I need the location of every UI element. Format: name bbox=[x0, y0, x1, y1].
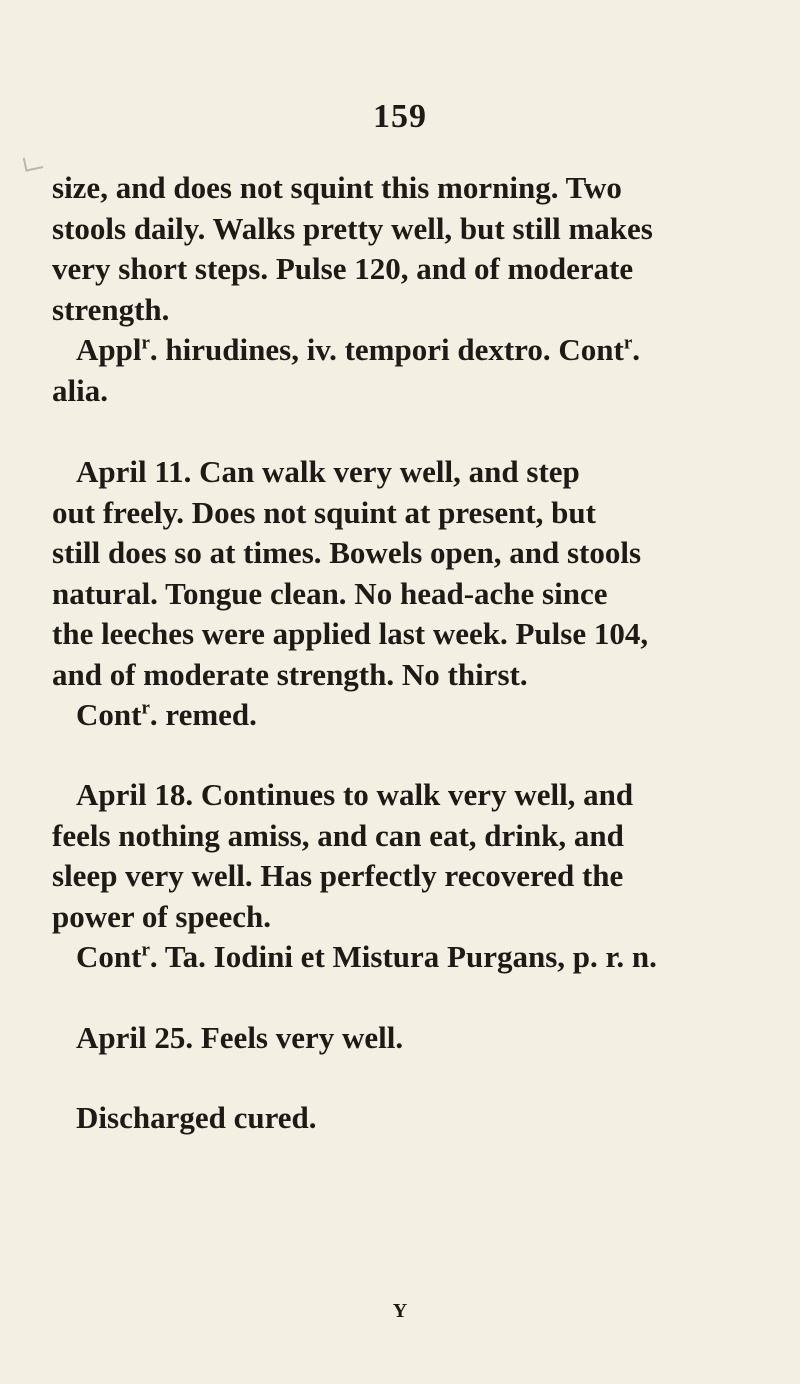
text-line: the leeches were applied last week. Pulse 104, bbox=[52, 616, 649, 651]
text-run: . remed. bbox=[149, 697, 257, 732]
page-corner-mark bbox=[23, 154, 44, 171]
signature-mark: Y bbox=[392, 1300, 408, 1322]
text-line: stools daily. Walks pretty well, but still makes bbox=[52, 210, 653, 246]
text-run: . bbox=[632, 332, 641, 367]
prescription-paragraph bbox=[52, 330, 782, 411]
text-line: and of moderate strength. No thirst. bbox=[52, 656, 528, 692]
text-run: . hirudines, iv. tempori dextro. Cont bbox=[149, 332, 624, 367]
text-line: out freely. Does not squint at present, but bbox=[52, 494, 596, 530]
text-line: power of speech. bbox=[52, 898, 271, 934]
text-line bbox=[52, 330, 782, 371]
prescription-line bbox=[52, 695, 782, 736]
superscript: r bbox=[141, 939, 150, 961]
text-line: very short steps. Pulse 120, and of moderate bbox=[52, 251, 634, 286]
text-line: natural. Tongue clean. No head-ache since bbox=[52, 575, 608, 611]
continuation-paragraph bbox=[52, 168, 782, 330]
text-run: Appl bbox=[76, 332, 142, 367]
text-line: size, and does not squint this morning. Two bbox=[52, 170, 622, 205]
superscript: r bbox=[141, 697, 150, 719]
text-line: still does so at times. Bowels open, and stools bbox=[52, 535, 642, 570]
text-line: alia. bbox=[52, 372, 108, 408]
text-line: April 11. Can walk very well, and step bbox=[76, 454, 580, 489]
text-line: sleep very well. Has perfectly recovered the bbox=[52, 858, 624, 893]
text-line: feels nothing amiss, and can eat, drink, and bbox=[52, 817, 624, 853]
prescription-line bbox=[52, 937, 782, 978]
entry-april-11 bbox=[52, 452, 782, 736]
superscript: r bbox=[623, 332, 633, 354]
text-run: Cont bbox=[76, 939, 142, 974]
text-line: April 18. Continues to walk very well, and bbox=[76, 777, 634, 812]
text-line: April 25. Feels very well. bbox=[76, 1020, 404, 1055]
text-line: Discharged cured. bbox=[76, 1100, 317, 1135]
entry-april-25 bbox=[52, 1018, 782, 1059]
text-run: Cont bbox=[76, 697, 142, 732]
page-number: 159 bbox=[373, 98, 427, 135]
discharge-note bbox=[52, 1098, 782, 1139]
entry-april-18 bbox=[52, 775, 782, 978]
superscript: r bbox=[141, 332, 150, 354]
text-run: . Ta. Iodini et Mistura Purgans, p. r. n. bbox=[149, 939, 657, 974]
text-line: strength. bbox=[52, 291, 170, 327]
